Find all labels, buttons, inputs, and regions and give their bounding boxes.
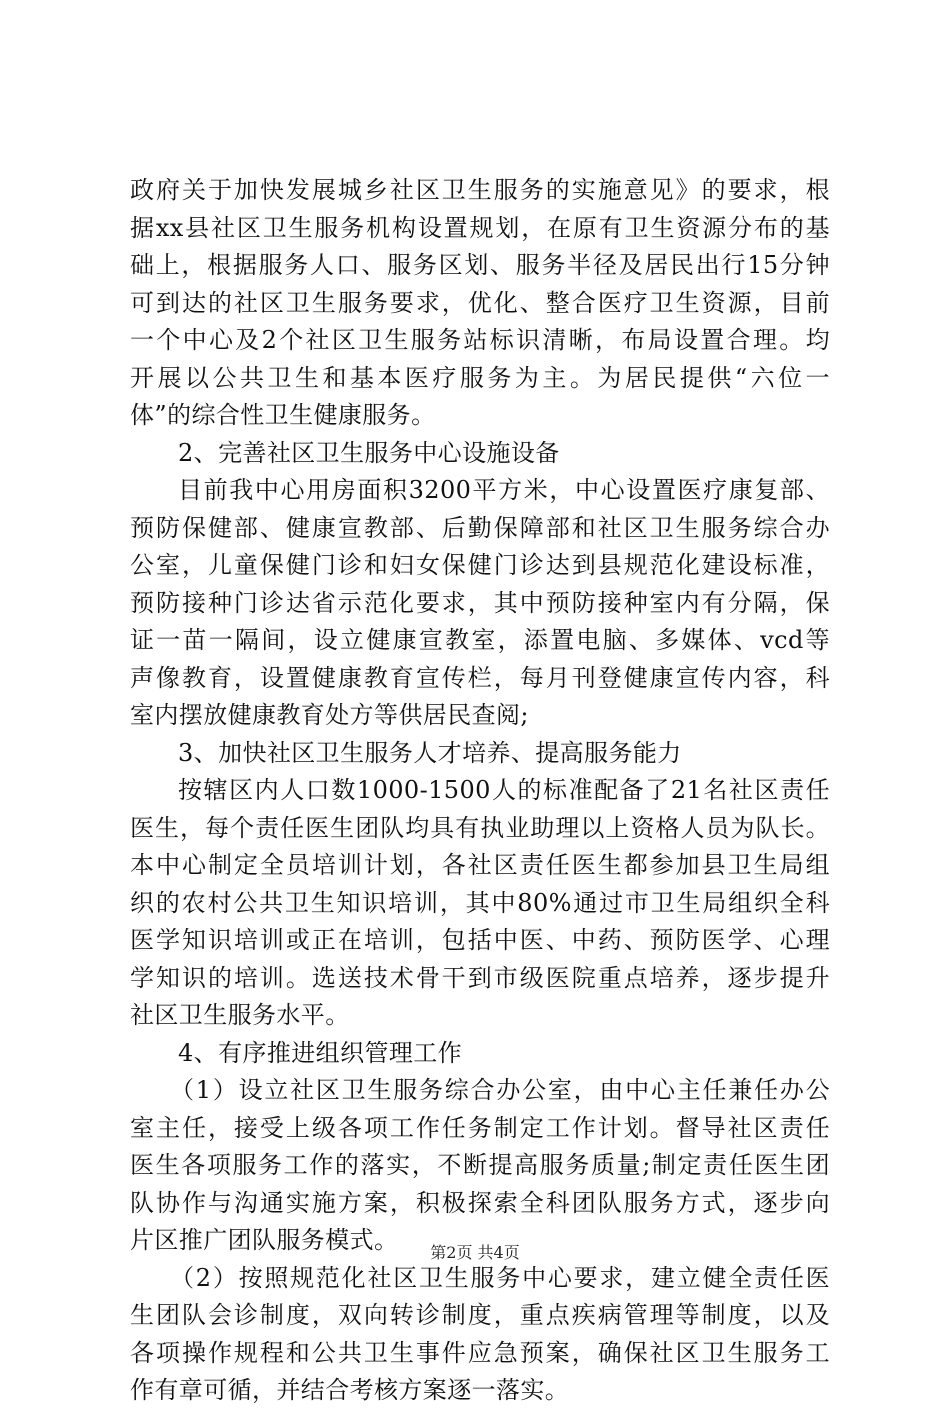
body-line: 础上，根据服务人口、服务区划、服务半径及居民出行15分钟 [130,251,830,279]
body-line: 证一苗一隔间，设立健康宣教室，添置电脑、多媒体、vcd等 [130,626,830,654]
body-line: 医学知识培训或正在培训，包括中医、中药、预防医学、心理 [130,926,830,954]
body-line: 室内摆放健康教育处方等供居民查阅; [130,701,529,729]
body-line: 可到达的社区卫生服务要求，优化、整合医疗卫生资源，目前 [130,288,830,317]
paragraph-first-line: 按辖区内人口数1000-1500人的标准配备了21名社区责任 [178,776,830,804]
paragraph-first-line: （1）设立社区卫生服务综合办公室，由中心主任兼任办公 [170,1076,830,1104]
paragraph-first-line: 目前我中心用房面积3200平方米，中心设置医疗康复部、 [178,476,830,504]
body-line: 织的农村公共卫生知识培训，其中80%通过市卫生局组织全科 [130,888,830,917]
paragraph-first-line: （2）按照规范化社区卫生服务中心要求，建立健全责任医 [170,1263,830,1292]
page-number-footer: 第2页 共4页 [430,1243,520,1262]
body-line: 医生各项服务工作的落实，不断提高服务质量;制定责任医生团 [130,1151,830,1179]
body-line: 学知识的培训。选送技术骨干到市级医院重点培养，逐步提升 [130,963,830,992]
body-line: 社区卫生服务水平。 [130,1001,350,1029]
body-line: 声像教育，设置健康教育宣传栏，每月刊登健康宣传内容，科 [130,663,830,692]
body-line: 公室，儿童保健门诊和妇女保健门诊达到县规范化建设标准， [130,551,830,579]
body-line: 队协作与沟通实施方案，积极探索全科团队服务方式，逐步向 [130,1188,830,1217]
body-line: 开展以公共卫生和基本医疗服务为主。为居民提供“六位一 [130,363,830,392]
section-heading: 4、有序推进组织管理工作 [178,1038,463,1067]
body-line: 预防保健部、健康宣教部、后勤保障部和社区卫生服务综合办 [130,513,830,542]
body-line: 各项操作规程和公共卫生事件应急预案，确保社区卫生服务工 [130,1338,830,1367]
body-line: 本中心制定全员培训计划，各社区责任医生都参加县卫生局组 [130,851,830,879]
body-line: 作有章可循，并结合考核方案逐一落实。 [130,1376,570,1404]
body-line: 一个中心及2个社区卫生服务站标识清晰，布局设置合理。均 [130,326,830,354]
body-line: 政府关于加快发展城乡社区卫生服务的实施意见》的要求，根 [130,176,830,204]
section-heading: 2、完善社区卫生服务中心设施设备 [178,438,560,467]
body-line: 预防接种门诊达省示范化要求，其中预防接种室内有分隔，保 [130,588,830,617]
body-line: 体”的综合性卫生健康服务。 [130,401,436,429]
body-line: 室主任，接受上级各项工作任务制定工作计划。督导社区责任 [130,1113,830,1142]
body-line: 医生，每个责任医生团队均具有执业助理以上资格人员为队长。 [130,813,830,842]
body-line: 生团队会诊制度，双向转诊制度，重点疾病管理等制度，以及 [130,1301,830,1329]
document-body [130,172,830,1410]
body-line: 据xx县社区卫生服务机构设置规划，在原有卫生资源分布的基 [130,213,830,242]
section-heading: 3、加快社区卫生服务人才培养、提高服务能力 [178,738,682,767]
body-line: 片区推广团队服务模式。 [130,1226,399,1254]
